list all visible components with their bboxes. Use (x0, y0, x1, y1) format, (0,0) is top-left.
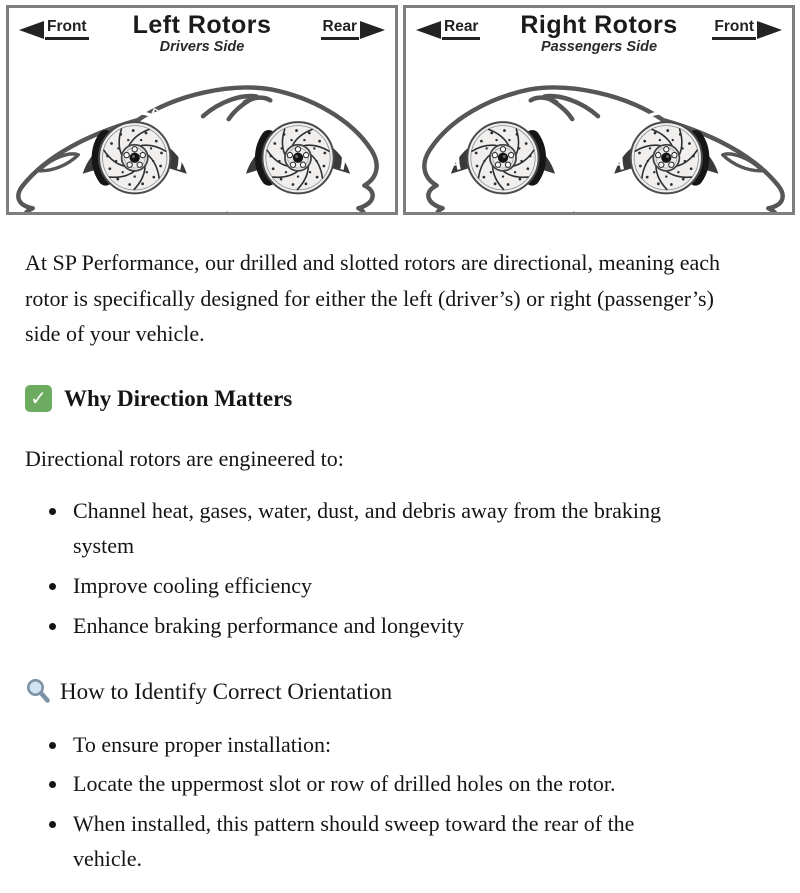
left-panel-header (9, 8, 395, 58)
rotation-label: Rotation (611, 118, 637, 167)
right-rotors-panel (403, 5, 795, 215)
right-panel-subtitle: Passengers Side (540, 39, 658, 56)
rotation-label: Rotation (448, 118, 474, 167)
rear-label-text: Rear (321, 18, 359, 40)
section-heading-why-direction-matters (25, 380, 760, 417)
rotation-label: Rotation (149, 106, 188, 149)
left-rotors-panel (6, 5, 398, 215)
section-heading-text: How to Identify Correct Orientation (60, 679, 393, 705)
rotation-label: Rotation (312, 106, 352, 149)
section-heading-text: Why Direction Matters (64, 385, 293, 411)
front-label-text: Front (45, 18, 89, 40)
article-body (0, 215, 800, 893)
left-panel-subtitle: Drivers Side (159, 39, 245, 56)
list-item: • Enhance braking performance and longevity (69, 608, 695, 644)
rear-label-text: Rear (442, 18, 480, 40)
list-item: • Locate the uppermost slot or row of drilled holes on the rotor. (69, 766, 695, 802)
list-item: • When installed, this pattern should sweep toward the rear of the vehicle. (69, 806, 695, 877)
rotor-direction-diagram (0, 0, 800, 215)
intro-paragraph: At SP Performance, our drilled and slotted rotors are directional, meaning each rotor is specifically designed for either the left (driver’s) or right (passenger’s) side of your vehicle. (25, 250, 721, 347)
section-heading-how-to-identify (25, 673, 760, 710)
list-item: • Improve cooling efficiency (69, 568, 695, 604)
list-item: • Channel heat, gases, water, dust, and debris away from the braking system (69, 493, 695, 564)
arrow-right-icon (757, 21, 782, 39)
rear-direction-label (321, 18, 359, 40)
left-panel-title: Left Rotors (132, 11, 272, 39)
right-panel-header (406, 8, 792, 58)
check-mark-icon: ✓ (25, 385, 52, 412)
arrow-right-icon (360, 21, 385, 39)
orientation-steps-list (25, 727, 695, 878)
front-label-text: Front (712, 18, 756, 40)
car-illustration-drivers-side (9, 56, 395, 215)
benefits-list (25, 493, 695, 644)
magnifying-glass-icon (25, 677, 52, 706)
front-direction-label (712, 18, 756, 40)
car-illustration-passengers-side (406, 56, 792, 215)
section-lead: Directional rotors are engineered to: (25, 446, 344, 472)
right-panel-title: Right Rotors (520, 11, 678, 39)
list-item: • To ensure proper installation: (69, 727, 695, 763)
